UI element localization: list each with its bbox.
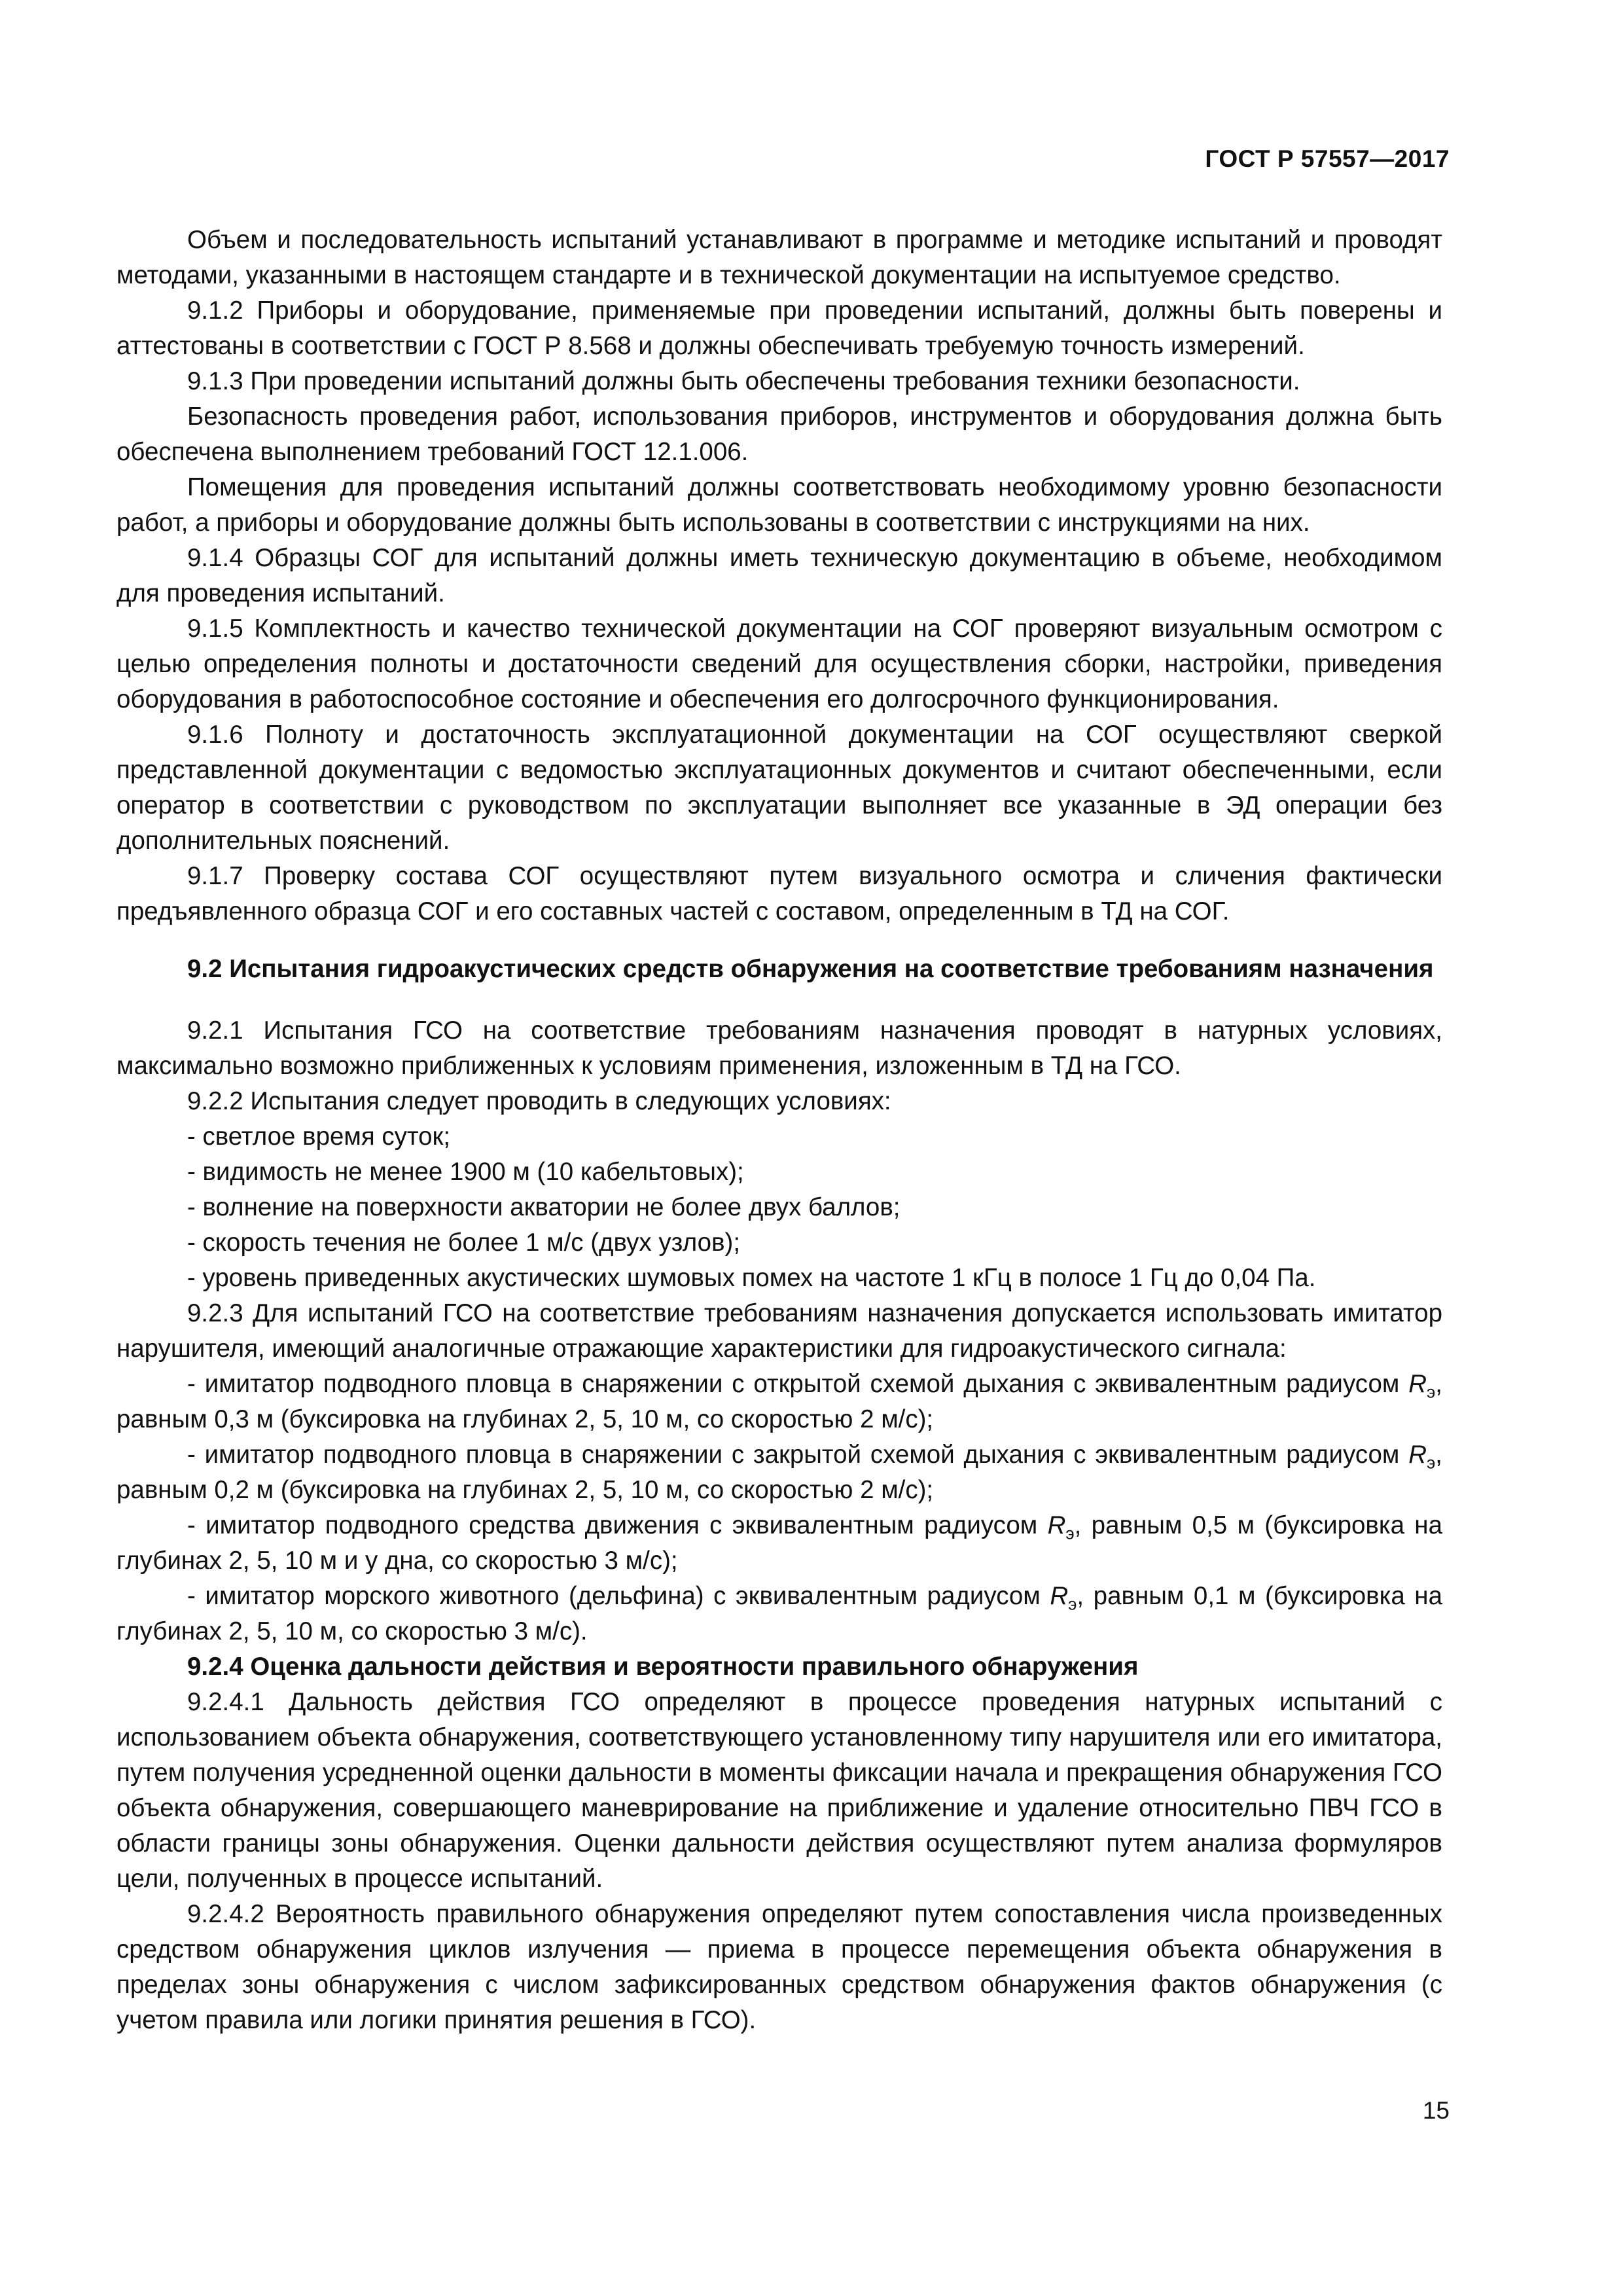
symbol-radius: R (1408, 1441, 1427, 1469)
symbol-subscript: э (1427, 1382, 1436, 1402)
subsection-heading: 9.2.4 Оценка дальности действия и вероятности правильного обнаружения (187, 1653, 1139, 1681)
paragraph: 9.2.1 Испытания ГСО на соответствие требованиям назначения проводят в натурных условиях, максимально возможно приближенных к условиям применения, изложенным в ТД на ГСО. (116, 1016, 1442, 1080)
document-header-id: ГОСТ Р 57557—2017 (1205, 145, 1450, 172)
paragraph: 9.2.3 Для испытаний ГСО на соответствие требованиям назначения допускается использовать имитатор нарушителя, имеющий аналогичные отражающие характеристики для гидроакустического сигнала: (116, 1299, 1442, 1363)
paragraph: 9.1.7 Проверку состава СОГ осуществляют путем визуального осмотра и сличения фактически предъявленного образца СОГ и его составных частей с составом, определенным в ТД на СОГ. (116, 862, 1442, 925)
paragraph: 9.1.5 Комплектность и качество технической документации на СОГ проверяют визуальным осмотром с целью определения полноты и достаточности сведений для осуществления сборки, настройки, приведения оборудования в работоспособное состояние и обеспечения его долгосрочного функционирования. (116, 615, 1442, 713)
list-item: - скорость течения не более 1 м/с (двух узлов); (187, 1229, 741, 1257)
section-heading: 9.2 Испытания гидроакустических средств обнаружения на соответствие требованиям назначения (187, 955, 1434, 983)
page-number: 15 (1422, 2097, 1450, 2124)
symbol-radius: R (1408, 1370, 1427, 1398)
list-item: - имитатор подводного пловца в снаряжении с закрытой схемой дыхания с эквивалентным радиусом $R_э$, равным 0,2 м (буксировка на глубинах 2, 5, 10 м, со скоростью 2 м/с); (116, 1441, 1442, 1504)
paragraph: 9.2.4.2 Вероятность правильного обнаружения определяют путем сопоставления числа произведенных средством обнаружения циклов излучения — приема в процессе перемещения объекта обнаружения в пределах зоны обнаружения с числом зафиксированных средством обнаружения фактов обнаружения (с учетом правила или логики принятия решения в ГСО). (116, 1900, 1442, 2034)
paragraph: Объем и последовательность испытаний устанавливают в программе и методике испытаний и проводят методами, указанными в настоящем стандарте и в технической документации на испытуемое средство. (116, 226, 1442, 289)
paragraph: 9.1.6 Полноту и достаточность эксплуатационной документации на СОГ осуществляют сверкой представленной документации с ведомостью эксплуатационных документов и считают обеспеченными, если оператор в соответствии с руководством по эксплуатации выполняет все указанные в ЭД операции без дополнительных пояснений. (116, 721, 1442, 855)
list-item: - имитатор подводного средства движения с эквивалентным радиусом $R_э$, равным 0,5 м (буксировка на глубинах 2, 5, 10 м и у дна, со скоростью 3 м/с); (116, 1511, 1442, 1575)
symbol-subscript: э (1427, 1452, 1436, 1473)
paragraph: Безопасность проведения работ, использования приборов, инструментов и оборудования должна быть обеспечена выполнением требований ГОСТ 12.1.006. (116, 403, 1442, 466)
paragraph: 9.1.4 Образцы СОГ для испытаний должны иметь техническую документацию в объеме, необходимом для проведения испытаний. (116, 544, 1442, 607)
list-item: - имитатор подводного пловца в снаряжении с открытой схемой дыхания с эквивалентным радиусом $R_э$, равным 0,3 м (буксировка на глубинах 2, 5, 10 м, со скоростью 2 м/с); (116, 1370, 1442, 1433)
paragraph: 9.1.2 Приборы и оборудование, применяемые при проведении испытаний, должны быть поверены и аттестованы в соответствии с ГОСТ Р 8.568 и должны обеспечивать требуемую точность измерений. (116, 296, 1442, 360)
paragraph: Помещения для проведения испытаний должны соответствовать необходимому уровню безопасности работ, а приборы и оборудование должны быть использованы в соответствии с инструкциями на них. (116, 473, 1442, 537)
document-body (116, 223, 1442, 2038)
list-item: - светлое время суток; (187, 1122, 451, 1151)
list-item: - имитатор морского животного (дельфина) с эквивалентным радиусом $R_э$, равным 0,1 м (буксировка на глубинах 2, 5, 10 м, со скоростью 3 м/с). (116, 1582, 1442, 1645)
paragraph: 9.2.2 Испытания следует проводить в следующих условиях: (187, 1087, 891, 1115)
symbol-subscript: э (1068, 1594, 1077, 1614)
list-item: - волнение на поверхности акватории не более двух баллов; (187, 1193, 901, 1221)
list-item: - уровень приведенных акустических шумовых помех на частоте 1 кГц в полосе 1 Гц до 0,04 Па. (187, 1264, 1316, 1292)
paragraph: 9.1.3 При проведении испытаний должны быть обеспечены требования техники безопасности. (187, 367, 1300, 395)
list-item: - видимость не менее 1900 м (10 кабельтовых); (187, 1158, 744, 1186)
paragraph: 9.2.4.1 Дальность действия ГСО определяют в процессе проведения натурных испытаний с использованием объекта обнаружения, соответствующего установленному типу нарушителя или его имитатора, путем получения усредненной оценки дальности в моменты фиксации начала и прекращения обнаружения ГСО объекта обнаружения, совершающего маневрирование на приближение и удаление относительно ПВЧ ГСО в области границы зоны обнаружения. Оценки дальности действия осуществляют путем анализа формуляров цели, полученных в процессе испытаний. (116, 1688, 1442, 1893)
symbol-radius: R (1047, 1511, 1066, 1539)
symbol-subscript: э (1065, 1523, 1075, 1543)
symbol-radius: R (1050, 1582, 1069, 1610)
